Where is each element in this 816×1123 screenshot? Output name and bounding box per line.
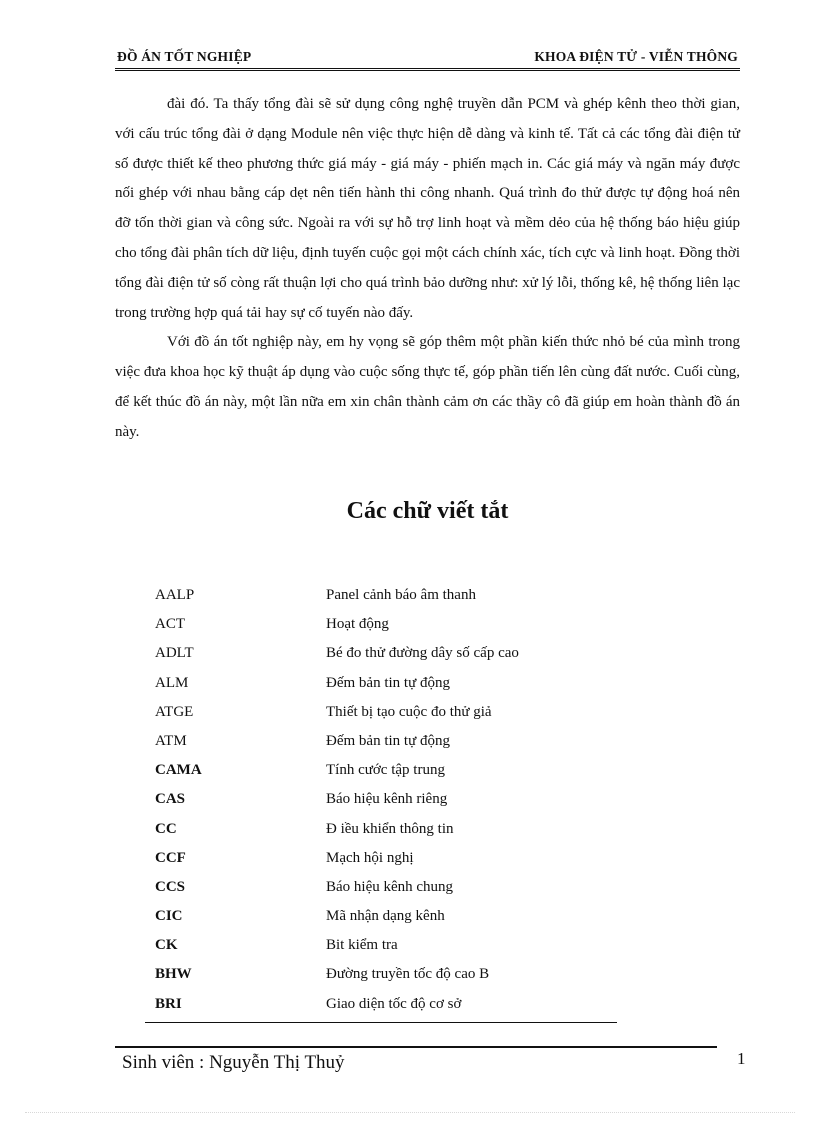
abbreviation-meaning: Đường truyền tốc độ cao B (326, 966, 490, 983)
section-title: Các chữ viết tắt (346, 498, 509, 524)
abbreviation-meaning: Báo hiệu kênh riêng (326, 791, 448, 808)
abbreviation-row (155, 993, 675, 1022)
abbreviation-meaning: Thiết bị tạo cuộc đo thử giả (326, 703, 492, 720)
abbreviation-meaning: Đếm bản tin tự động (326, 732, 450, 749)
abbreviation-meaning: Mã nhận dạng kênh (326, 908, 445, 925)
abbreviation-row (155, 905, 675, 934)
footer-divider (115, 1046, 717, 1048)
abbreviation: CAS (155, 791, 186, 808)
paragraph-2: Với đồ án tốt nghiệp này, em hy vọng sẽ góp thêm một phần kiến thức nhỏ bé của mình trong việc đưa khoa học kỹ thuật áp dụng vào cuộc sống thực tế, góp phần tiến lên cùng đất nước. Cuối cùng, để kết thúc đồ án này, một lần nữa em xin chân thành cảm ơn các thầy cô đã giúp em hoàn thành đồ án này. (115, 334, 740, 440)
abbreviation-meaning: Giao diện tốc độ cơ sở (326, 995, 462, 1012)
abbreviation: CC (155, 820, 177, 837)
abbreviation-row (155, 613, 675, 642)
list-divider (145, 1022, 617, 1023)
abbreviation-row (155, 730, 675, 759)
abbreviation-row (155, 642, 675, 671)
abbreviation: CIC (155, 908, 183, 925)
abbreviation: CAMA (155, 762, 202, 779)
abbreviation: BRI (155, 995, 182, 1012)
header-left-title: ĐỒ ÁN TỐT NGHIỆP (117, 49, 252, 64)
abbreviation-row (155, 759, 675, 788)
footer-student-name: Sinh viên : Nguyễn Thị Thuỷ (122, 1052, 345, 1073)
abbreviation: BHW (155, 966, 192, 983)
abbreviation-row (155, 934, 675, 963)
abbreviation-row (155, 963, 675, 992)
abbreviation-meaning: Hoạt động (326, 616, 389, 633)
abbreviation-row (155, 584, 675, 613)
abbreviation-row (155, 701, 675, 730)
abbreviation-row (155, 847, 675, 876)
abbreviation: ACT (155, 616, 185, 633)
abbreviation-meaning: Bé đo thử đường dây số cấp cao (326, 645, 519, 662)
abbreviation-row (155, 672, 675, 701)
page-header (115, 48, 740, 71)
paragraph-1: đài đó. Ta thấy tổng đài sẽ sử dụng công nghệ truyền dẫn PCM và ghép kênh theo thời gian, với cấu trúc tổng đài ở dạng Module nên việc thực hiện dễ dàng và kinh tế. Tất cả các tổng đài điện tử số được thiết kế theo phương thức giá máy - giá máy - phiến mạch in. Các giá máy và ngăn máy được nối ghép với nhau bằng cáp dẹt nên tiến hành thi công nhanh. Quá trình đo thử được tự động hoá nên đỡ tốn thời gian và công sức. Ngoài ra với sự hỗ trợ linh hoạt và mềm dẻo của hệ thống báo hiệu giúp cho tổng đài phân tích dữ liệu, định tuyến cuộc gọi một cách chính xác, tích cực và linh hoạt. Đồng thời tổng đài điện tử số còng rất thuận lợi cho quá trình bảo dưỡng như: xử lý lỗi, thống kê, hệ thống liên lạc trong trường hợp quá tải hay sự cố tuyến nào đấy. (115, 96, 740, 321)
page-edge-divider (25, 1112, 795, 1113)
abbreviation: ATGE (155, 703, 194, 720)
abbreviation-row (155, 788, 675, 817)
abbreviation-meaning: Đ iều khiển thông tin (326, 820, 454, 837)
abbreviation-list (155, 584, 675, 1022)
abbreviation: CK (155, 937, 178, 954)
body-text (115, 90, 740, 448)
abbreviation-meaning: Panel cảnh báo âm thanh (326, 587, 476, 603)
abbreviation: AALP (155, 587, 195, 603)
abbreviation: ADLT (155, 645, 194, 662)
abbreviation: CCF (155, 849, 186, 866)
abbreviation-meaning: Bit kiểm tra (326, 937, 398, 954)
abbreviation-meaning: Mạch hội nghị (326, 849, 414, 866)
abbreviation-row (155, 876, 675, 905)
abbreviation-meaning: Đếm bản tin tự động (326, 674, 450, 691)
abbreviation: ALM (155, 674, 189, 691)
abbreviation-meaning: Tính cước tập trung (326, 762, 445, 779)
header-right-title: KHOA ĐIỆN TỬ - VIỄN THÔNG (534, 49, 738, 64)
abbreviation-row (155, 818, 675, 847)
page-number: 1 (737, 1049, 746, 1068)
abbreviation: CCS (155, 878, 186, 895)
abbreviation: ATM (155, 732, 187, 749)
abbreviation-meaning: Báo hiệu kênh chung (326, 878, 454, 895)
